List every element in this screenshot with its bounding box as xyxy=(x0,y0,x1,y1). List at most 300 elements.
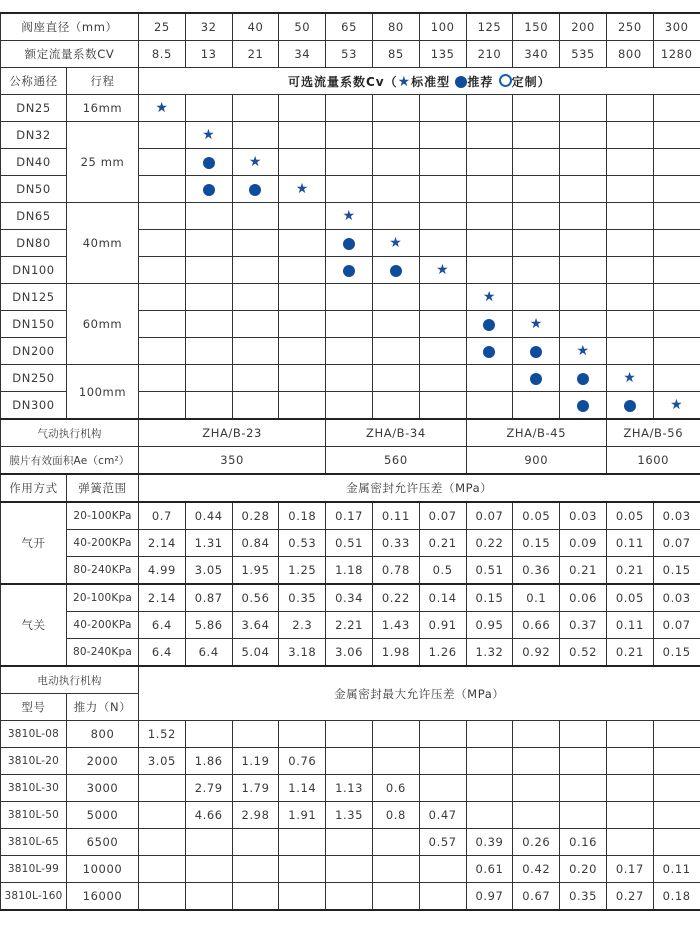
pressure-value: 0.87 xyxy=(185,584,232,612)
cv-option-cell xyxy=(326,311,373,338)
cv-option-cell xyxy=(419,149,466,176)
spring-range: 40-200KPa xyxy=(67,530,139,557)
electric-pressure-title: 金属密封最大允许压差（MPa） xyxy=(139,666,700,721)
cv-option-cell xyxy=(419,203,466,230)
cv-value: 535 xyxy=(560,41,607,68)
cv-legend xyxy=(139,68,700,95)
pressure-value xyxy=(326,721,373,748)
pressure-value: 0.66 xyxy=(513,612,560,639)
table-row xyxy=(1,721,700,748)
cv-option-cell xyxy=(372,365,419,392)
cv-option-cell xyxy=(560,176,607,203)
cv-option-cell xyxy=(372,311,419,338)
pressure-value: 0.15 xyxy=(513,530,560,557)
pressure-value xyxy=(326,829,373,856)
table-row xyxy=(1,365,700,392)
filled-circle-icon xyxy=(390,265,402,277)
cv-option-cell xyxy=(185,95,232,122)
cv-option-cell xyxy=(560,203,607,230)
pressure-value: 0.33 xyxy=(372,530,419,557)
pressure-value xyxy=(232,856,279,883)
spring-range: 20-100Kpa xyxy=(67,584,139,612)
pressure-value: 0.11 xyxy=(653,856,700,883)
cv-option-cell xyxy=(560,257,607,284)
cv-option-cell xyxy=(326,392,373,420)
cv-option-cell xyxy=(279,338,326,365)
cv-option-cell xyxy=(606,176,653,203)
pressure-value: 1.14 xyxy=(279,775,326,802)
cv-option-cell xyxy=(606,338,653,365)
legend-custom: 定制） xyxy=(511,74,551,89)
stroke-cell: 100mm xyxy=(67,365,139,420)
cv-option-cell xyxy=(513,392,560,420)
cv-option-cell xyxy=(560,365,607,392)
pressure-value: 0.6 xyxy=(372,775,419,802)
cv-option-cell xyxy=(326,257,373,284)
pressure-value: 2.79 xyxy=(185,775,232,802)
cv-option-cell xyxy=(513,176,560,203)
cv-option-cell xyxy=(232,392,279,420)
cv-option-cell xyxy=(232,230,279,257)
cv-option-cell xyxy=(139,257,186,284)
pressure-value xyxy=(232,829,279,856)
cv-option-cell xyxy=(185,311,232,338)
thrust-value: 2000 xyxy=(67,748,139,775)
pressure-value xyxy=(185,829,232,856)
dn-label: 公称通径 xyxy=(1,68,67,95)
thrust-value: 16000 xyxy=(67,883,139,911)
cv-option-cell xyxy=(232,122,279,149)
seat-size: 150 xyxy=(513,13,560,41)
filled-circle-icon xyxy=(577,400,589,412)
pressure-value xyxy=(466,748,513,775)
pressure-value xyxy=(372,721,419,748)
cv-option-cell xyxy=(372,149,419,176)
star-icon: ★ xyxy=(576,343,590,359)
pressure-value: 0.39 xyxy=(466,829,513,856)
star-icon: ★ xyxy=(670,397,684,413)
cv-option-cell xyxy=(606,257,653,284)
pressure-value: 0.5 xyxy=(419,557,466,585)
cv-label: 额定流量系数CV xyxy=(1,41,139,68)
action-mode: 气开 xyxy=(1,502,67,584)
cv-option-cell xyxy=(279,203,326,230)
cv-option-cell xyxy=(372,176,419,203)
cv-option-cell xyxy=(232,284,279,311)
cv-option-cell xyxy=(560,338,607,365)
cv-option-cell xyxy=(372,392,419,420)
cv-option-cell xyxy=(606,365,653,392)
pressure-value: 0.03 xyxy=(653,584,700,612)
cv-option-cell xyxy=(419,365,466,392)
pressure-value: 0.09 xyxy=(560,530,607,557)
cv-value: 21 xyxy=(232,41,279,68)
cv-value: 34 xyxy=(279,41,326,68)
star-icon: ★ xyxy=(529,316,543,332)
pressure-value xyxy=(560,721,607,748)
cv-option-cell xyxy=(139,392,186,420)
dn-cell: DN250 xyxy=(1,365,67,392)
spring-range: 20-100KPa xyxy=(67,502,139,530)
pressure-value xyxy=(185,721,232,748)
pressure-value: 0.05 xyxy=(606,584,653,612)
cv-option-cell xyxy=(326,149,373,176)
cv-option-cell xyxy=(466,338,513,365)
pressure-value: 0.15 xyxy=(653,639,700,667)
table-row xyxy=(1,530,700,557)
pressure-value xyxy=(279,856,326,883)
cv-option-cell xyxy=(419,338,466,365)
star-icon: ★ xyxy=(436,262,450,278)
cv-option-cell xyxy=(326,176,373,203)
pressure-value xyxy=(560,748,607,775)
star-icon: ★ xyxy=(342,208,356,224)
cv-option-cell xyxy=(653,176,700,203)
pressure-value: 1.86 xyxy=(185,748,232,775)
seat-size: 25 xyxy=(139,13,186,41)
pressure-value: 1.25 xyxy=(279,557,326,585)
cv-option-cell xyxy=(326,122,373,149)
pressure-value xyxy=(606,829,653,856)
cv-option-cell xyxy=(513,149,560,176)
diaphragm-area-label: 膜片有效面积Ae（cm²） xyxy=(1,447,139,475)
pressure-value: 0.26 xyxy=(513,829,560,856)
pressure-value: 0.56 xyxy=(232,584,279,612)
cv-option-cell xyxy=(279,257,326,284)
cv-value: 13 xyxy=(185,41,232,68)
pressure-value: 0.44 xyxy=(185,502,232,530)
pressure-value: 6.4 xyxy=(139,639,186,667)
cv-option-cell xyxy=(185,203,232,230)
pressure-value: 0.51 xyxy=(326,530,373,557)
cv-option-cell xyxy=(606,230,653,257)
cv-option-cell xyxy=(606,122,653,149)
pneumatic-actuator-label: 气动执行机构 xyxy=(1,419,139,447)
cv-option-cell xyxy=(139,122,186,149)
electric-model: 3810L-99 xyxy=(1,856,67,883)
star-icon: ★ xyxy=(397,73,412,90)
seat-size: 50 xyxy=(279,13,326,41)
hollow-circle-icon xyxy=(499,74,512,87)
pressure-value: 6.4 xyxy=(139,612,186,639)
dn-cell: DN65 xyxy=(1,203,67,230)
cv-option-cell xyxy=(466,257,513,284)
filled-circle-icon xyxy=(530,373,542,385)
seat-size: 300 xyxy=(653,13,700,41)
pressure-value: 1.91 xyxy=(279,802,326,829)
pressure-value: 0.51 xyxy=(466,557,513,585)
actuator-model: ZHA/B-34 xyxy=(326,419,466,447)
star-icon: ★ xyxy=(155,100,169,116)
star-icon: ★ xyxy=(248,154,263,170)
cv-option-cell xyxy=(139,149,186,176)
thrust-value: 800 xyxy=(67,721,139,748)
pressure-value: 0.92 xyxy=(513,639,560,667)
pressure-value: 0.15 xyxy=(653,557,700,585)
pressure-value: 0.03 xyxy=(560,502,607,530)
cv-option-cell xyxy=(653,230,700,257)
cv-option-cell xyxy=(653,149,700,176)
stroke-cell: 16mm xyxy=(67,95,139,122)
pressure-value: 0.05 xyxy=(513,502,560,530)
table-row xyxy=(1,68,700,95)
seat-size: 32 xyxy=(185,13,232,41)
table-row xyxy=(1,447,700,475)
table-row xyxy=(1,122,700,149)
cv-option-cell xyxy=(653,122,700,149)
stroke-cell: 60mm xyxy=(67,284,139,365)
pressure-value xyxy=(653,802,700,829)
cv-option-cell xyxy=(419,176,466,203)
dn-cell: DN32 xyxy=(1,122,67,149)
cv-option-cell xyxy=(372,95,419,122)
dn-cell: DN25 xyxy=(1,95,67,122)
filled-circle-icon xyxy=(483,346,495,358)
pressure-value xyxy=(232,721,279,748)
cv-option-cell xyxy=(279,392,326,420)
cv-option-cell xyxy=(560,95,607,122)
cv-option-cell xyxy=(419,392,466,420)
pressure-value: 0.22 xyxy=(466,530,513,557)
seat-size: 65 xyxy=(326,13,373,41)
cv-option-cell xyxy=(185,392,232,420)
cv-value: 340 xyxy=(513,41,560,68)
pressure-value: 4.66 xyxy=(185,802,232,829)
pressure-value: 5.86 xyxy=(185,612,232,639)
cv-option-cell xyxy=(560,122,607,149)
pressure-value: 0.28 xyxy=(232,502,279,530)
pressure-value xyxy=(419,856,466,883)
cv-value: 8.5 xyxy=(139,41,186,68)
cv-option-cell xyxy=(185,230,232,257)
cv-option-cell xyxy=(560,149,607,176)
pressure-value: 0.11 xyxy=(372,502,419,530)
pressure-value xyxy=(326,856,373,883)
cv-option-cell xyxy=(560,284,607,311)
spring-range: 80-240Kpa xyxy=(67,639,139,667)
cv-value: 1280 xyxy=(653,41,700,68)
pressure-value xyxy=(419,883,466,911)
pressure-value xyxy=(139,802,186,829)
cv-option-cell xyxy=(560,230,607,257)
table-row xyxy=(1,829,700,856)
cv-option-cell xyxy=(653,284,700,311)
table-row xyxy=(1,612,700,639)
cv-option-cell xyxy=(232,149,279,176)
pressure-value: 0.20 xyxy=(560,856,607,883)
cv-option-cell xyxy=(232,95,279,122)
pressure-value: 0.67 xyxy=(513,883,560,911)
pressure-value: 0.07 xyxy=(653,530,700,557)
pressure-value: 0.11 xyxy=(606,530,653,557)
pressure-value: 0.03 xyxy=(653,502,700,530)
cv-option-cell xyxy=(466,392,513,420)
cv-value: 85 xyxy=(372,41,419,68)
actuator-model: ZHA/B-56 xyxy=(606,419,700,447)
filled-circle-icon xyxy=(203,184,215,196)
dn-cell: DN80 xyxy=(1,230,67,257)
table-row xyxy=(1,802,700,829)
legend-standard: 标准型 xyxy=(411,74,451,89)
cv-option-cell xyxy=(326,365,373,392)
cv-option-cell xyxy=(185,149,232,176)
cv-option-cell xyxy=(606,392,653,420)
stroke-label: 行程 xyxy=(67,68,139,95)
cv-option-cell xyxy=(185,176,232,203)
pressure-value: 0.27 xyxy=(606,883,653,911)
diaphragm-area: 560 xyxy=(326,447,466,475)
pressure-value: 3.64 xyxy=(232,612,279,639)
pressure-value: 1.98 xyxy=(372,639,419,667)
legend-prefix: 可选流量系数Cv（ xyxy=(287,74,398,89)
filled-circle-icon xyxy=(203,157,215,169)
cv-option-cell xyxy=(279,122,326,149)
cv-option-cell xyxy=(560,392,607,420)
pressure-value: 1.26 xyxy=(419,639,466,667)
star-icon: ★ xyxy=(623,370,637,386)
pressure-value: 0.52 xyxy=(560,639,607,667)
pressure-value: 0.06 xyxy=(560,584,607,612)
pressure-value: 0.14 xyxy=(419,584,466,612)
pressure-value: 3.06 xyxy=(326,639,373,667)
pressure-value: 1.35 xyxy=(326,802,373,829)
cv-option-cell xyxy=(372,338,419,365)
cv-option-cell xyxy=(653,338,700,365)
filled-circle-icon xyxy=(343,265,355,277)
pressure-value xyxy=(185,856,232,883)
pressure-value: 0.11 xyxy=(606,612,653,639)
cv-option-cell xyxy=(606,95,653,122)
table-row xyxy=(1,584,700,612)
cv-option-cell xyxy=(419,95,466,122)
pressure-value xyxy=(139,829,186,856)
table-row xyxy=(1,474,700,502)
pressure-value: 0.21 xyxy=(606,639,653,667)
cv-option-cell xyxy=(139,176,186,203)
pressure-value: 0.22 xyxy=(372,584,419,612)
pressure-value xyxy=(466,721,513,748)
pressure-value xyxy=(653,775,700,802)
pressure-value xyxy=(606,721,653,748)
pressure-value: 0.37 xyxy=(560,612,607,639)
cv-option-cell xyxy=(139,203,186,230)
cv-option-cell xyxy=(185,257,232,284)
cv-option-cell xyxy=(232,365,279,392)
table-row xyxy=(1,41,700,68)
pressure-value: 0.36 xyxy=(513,557,560,585)
pressure-value xyxy=(560,802,607,829)
pressure-value xyxy=(513,802,560,829)
table-row xyxy=(1,748,700,775)
table-row xyxy=(1,557,700,585)
cv-option-cell xyxy=(139,311,186,338)
cv-option-cell xyxy=(653,95,700,122)
table-row xyxy=(1,95,700,122)
cv-option-cell xyxy=(513,257,560,284)
pressure-value: 5.04 xyxy=(232,639,279,667)
cv-value: 210 xyxy=(466,41,513,68)
cv-option-cell xyxy=(185,365,232,392)
pressure-value xyxy=(606,748,653,775)
thrust-value: 10000 xyxy=(67,856,139,883)
electric-model: 3810L-65 xyxy=(1,829,67,856)
dn-cell: DN50 xyxy=(1,176,67,203)
cv-option-cell xyxy=(513,284,560,311)
cv-option-cell xyxy=(419,122,466,149)
pressure-value: 0.91 xyxy=(419,612,466,639)
cv-option-cell xyxy=(279,311,326,338)
cv-option-cell xyxy=(513,203,560,230)
pressure-value: 1.13 xyxy=(326,775,373,802)
cv-option-cell xyxy=(653,365,700,392)
legend-recommended: 推荐 xyxy=(467,74,494,89)
table-row xyxy=(1,203,700,230)
pressure-value xyxy=(372,748,419,775)
thrust-value: 3000 xyxy=(67,775,139,802)
pressure-value xyxy=(372,856,419,883)
seat-size: 40 xyxy=(232,13,279,41)
cv-option-cell xyxy=(513,122,560,149)
pressure-value xyxy=(139,856,186,883)
pressure-value xyxy=(419,748,466,775)
pressure-value: 0.07 xyxy=(653,612,700,639)
pressure-value xyxy=(185,883,232,911)
cv-value: 53 xyxy=(326,41,373,68)
electric-model: 3810L-08 xyxy=(1,721,67,748)
filled-circle-icon xyxy=(343,238,355,250)
actuator-model: ZHA/B-23 xyxy=(139,419,326,447)
pressure-value: 2.14 xyxy=(139,530,186,557)
pressure-value xyxy=(560,775,607,802)
pressure-value: 0.35 xyxy=(560,883,607,911)
pressure-value: 1.32 xyxy=(466,639,513,667)
cv-option-cell xyxy=(513,338,560,365)
cv-option-cell xyxy=(139,95,186,122)
cv-option-cell xyxy=(279,284,326,311)
filled-circle-icon xyxy=(530,346,542,358)
pressure-value: 1.79 xyxy=(232,775,279,802)
pressure-value xyxy=(466,775,513,802)
pressure-value: 0.47 xyxy=(419,802,466,829)
pressure-value xyxy=(419,721,466,748)
pressure-value: 0.84 xyxy=(232,530,279,557)
model-label: 型号 xyxy=(1,694,67,721)
pressure-value: 0.16 xyxy=(560,829,607,856)
cv-option-cell xyxy=(372,230,419,257)
cv-option-cell xyxy=(466,284,513,311)
pressure-value: 0.76 xyxy=(279,748,326,775)
stroke-cell: 25 mm xyxy=(67,122,139,203)
cv-option-cell xyxy=(466,149,513,176)
pressure-value xyxy=(513,775,560,802)
cv-option-cell xyxy=(326,338,373,365)
cv-option-cell xyxy=(466,176,513,203)
pressure-value: 1.18 xyxy=(326,557,373,585)
stroke-cell: 40mm xyxy=(67,203,139,284)
cv-option-cell xyxy=(232,203,279,230)
pressure-value: 0.07 xyxy=(466,502,513,530)
cv-option-cell xyxy=(419,284,466,311)
cv-option-cell xyxy=(560,311,607,338)
cv-option-cell xyxy=(419,230,466,257)
pressure-value: 0.1 xyxy=(513,584,560,612)
pressure-value: 0.61 xyxy=(466,856,513,883)
electric-actuator-label: 电动执行机构 xyxy=(1,666,139,694)
pressure-value: 0.21 xyxy=(419,530,466,557)
cv-option-cell xyxy=(279,176,326,203)
pressure-value xyxy=(372,829,419,856)
pressure-value xyxy=(513,721,560,748)
